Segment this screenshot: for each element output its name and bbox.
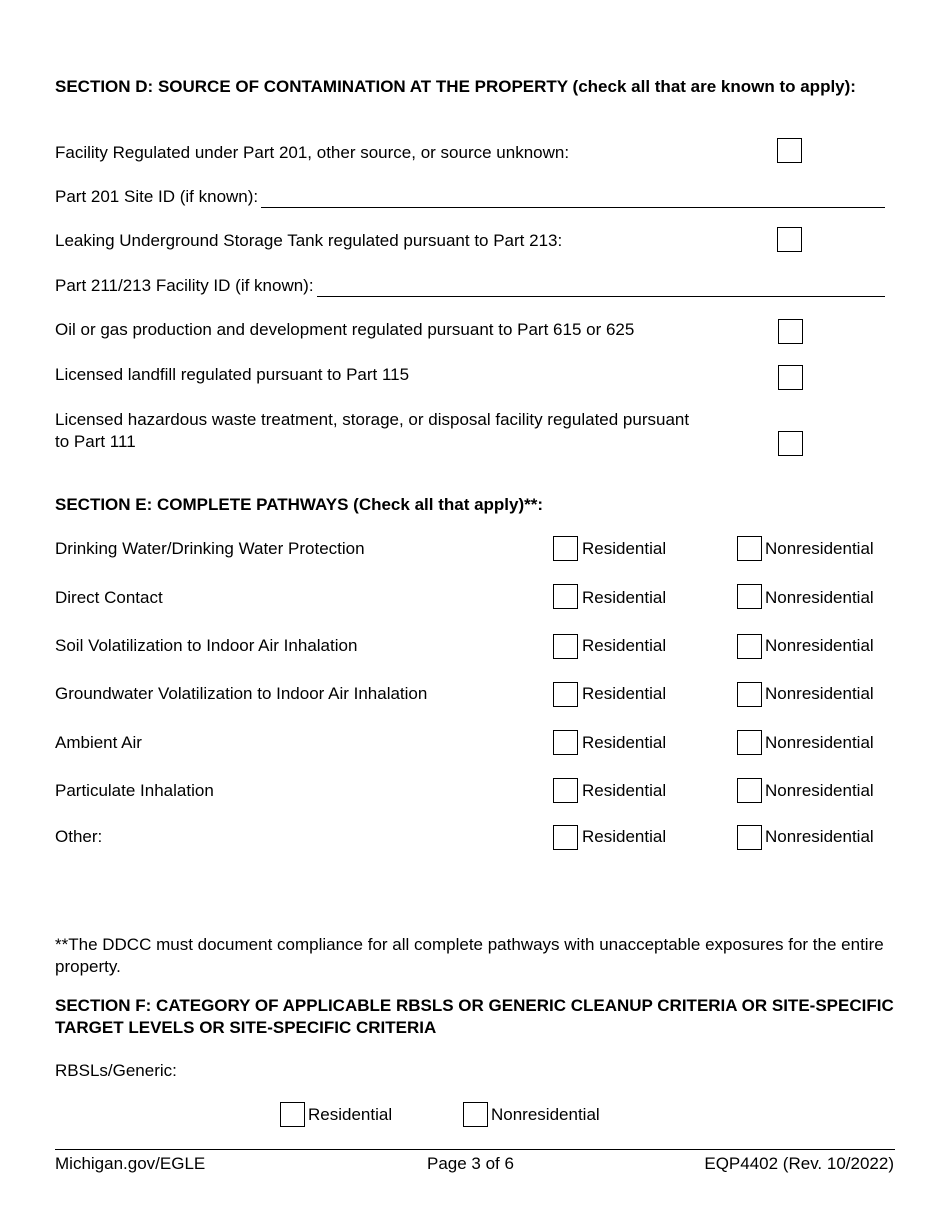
section-f-heading: SECTION F: CATEGORY OF APPLICABLE RBSLS OR GENERIC CLEANUP CRITERIA OR SITE-SPECIFIC TARGET LEVELS OR SITE-SPECIFIC CRITERIA: [55, 996, 894, 1037]
nonresidential-option-label: Nonresidential: [765, 539, 874, 558]
pathway-nonresidential-checkbox[interactable]: [737, 682, 762, 707]
pathway-residential-checkbox[interactable]: [553, 634, 578, 659]
source-checkbox-part615-625[interactable]: [778, 319, 803, 344]
part211-213-facility-id-input[interactable]: [317, 279, 885, 297]
pathway-nonresidential-checkbox[interactable]: [737, 536, 762, 561]
source-label-part615-625: Oil or gas production and development regulated pursuant to Part 615 or 625: [55, 320, 635, 339]
nonresidential-option-label: Nonresidential: [765, 636, 874, 655]
rbsls-nonresidential-label: Nonresidential: [491, 1105, 600, 1124]
residential-option-label: Residential: [582, 781, 667, 800]
nonresidential-option-label: Nonresidential: [765, 684, 874, 703]
source-checkbox-part201[interactable]: [777, 138, 802, 163]
pathway-label: Soil Volatilization to Indoor Air Inhalation: [55, 636, 358, 655]
pathway-label: Drinking Water/Drinking Water Protection: [55, 539, 365, 558]
footer-page-number: Page 3 of 6: [427, 1154, 514, 1173]
pathway-residential-checkbox[interactable]: [553, 584, 578, 609]
pathway-residential-checkbox[interactable]: [553, 536, 578, 561]
rbsls-residential-checkbox[interactable]: [280, 1102, 305, 1127]
pathway-nonresidential-checkbox[interactable]: [737, 634, 762, 659]
pathway-nonresidential-checkbox[interactable]: [737, 584, 762, 609]
rbsls-generic-label: RBSLs/Generic:: [55, 1061, 177, 1080]
rbsls-residential-label: Residential: [308, 1105, 393, 1124]
nonresidential-option-label: Nonresidential: [765, 827, 874, 846]
pathway-label: Groundwater Volatilization to Indoor Air Inhalation: [55, 684, 428, 703]
part201-site-id-input[interactable]: [261, 190, 885, 208]
nonresidential-option-label: Nonresidential: [765, 588, 874, 607]
source-label-part213: Leaking Underground Storage Tank regulated pursuant to Part 213:: [55, 231, 563, 250]
pathway-residential-checkbox[interactable]: [553, 778, 578, 803]
source-label-part115: Licensed landfill regulated pursuant to Part 115: [55, 365, 410, 384]
pathway-label: Ambient Air: [55, 733, 142, 752]
part211-213-facility-id-label: Part 211/213 Facility ID (if known):: [55, 276, 314, 295]
pathway-nonresidential-checkbox[interactable]: [737, 730, 762, 755]
pathway-label: Other:: [55, 827, 103, 846]
section-e-heading: SECTION E: COMPLETE PATHWAYS (Check all that apply)**:: [55, 495, 544, 514]
rbsls-nonresidential-checkbox[interactable]: [463, 1102, 488, 1127]
footer-divider: [55, 1149, 895, 1150]
part211-213-facility-id-field: [55, 275, 885, 297]
footer-form-id: EQP4402 (Rev. 10/2022): [704, 1154, 894, 1173]
pathway-nonresidential-checkbox[interactable]: [737, 778, 762, 803]
nonresidential-option-label: Nonresidential: [765, 733, 874, 752]
part201-site-id-field: [55, 186, 885, 208]
pathway-label: Particulate Inhalation: [55, 781, 214, 800]
pathway-label: Direct Contact: [55, 588, 163, 607]
source-checkbox-part111[interactable]: [778, 431, 803, 456]
residential-option-label: Residential: [582, 636, 667, 655]
residential-option-label: Residential: [582, 539, 667, 558]
section-d-heading: SECTION D: SOURCE OF CONTAMINATION AT THE PROPERTY (check all that are known to apply):: [55, 77, 856, 96]
source-checkbox-part115[interactable]: [778, 365, 803, 390]
footer-website: Michigan.gov/EGLE: [55, 1154, 206, 1173]
residential-option-label: Residential: [582, 588, 667, 607]
residential-option-label: Residential: [582, 733, 667, 752]
residential-option-label: Residential: [582, 827, 667, 846]
residential-option-label: Residential: [582, 684, 667, 703]
source-label-part111: Licensed hazardous waste treatment, storage, or disposal facility regulated pursuant to Part 111: [55, 410, 690, 451]
nonresidential-option-label: Nonresidential: [765, 781, 874, 800]
pathway-residential-checkbox[interactable]: [553, 825, 578, 850]
pathway-residential-checkbox[interactable]: [553, 730, 578, 755]
source-checkbox-part213[interactable]: [777, 227, 802, 252]
part201-site-id-label: Part 201 Site ID (if known):: [55, 187, 259, 206]
pathways-footnote: **The DDCC must document compliance for all complete pathways with unacceptable exposures for the entire property.: [55, 935, 884, 976]
source-label-part201: Facility Regulated under Part 201, other source, or source unknown:: [55, 143, 570, 162]
pathway-nonresidential-checkbox[interactable]: [737, 825, 762, 850]
pathway-residential-checkbox[interactable]: [553, 682, 578, 707]
